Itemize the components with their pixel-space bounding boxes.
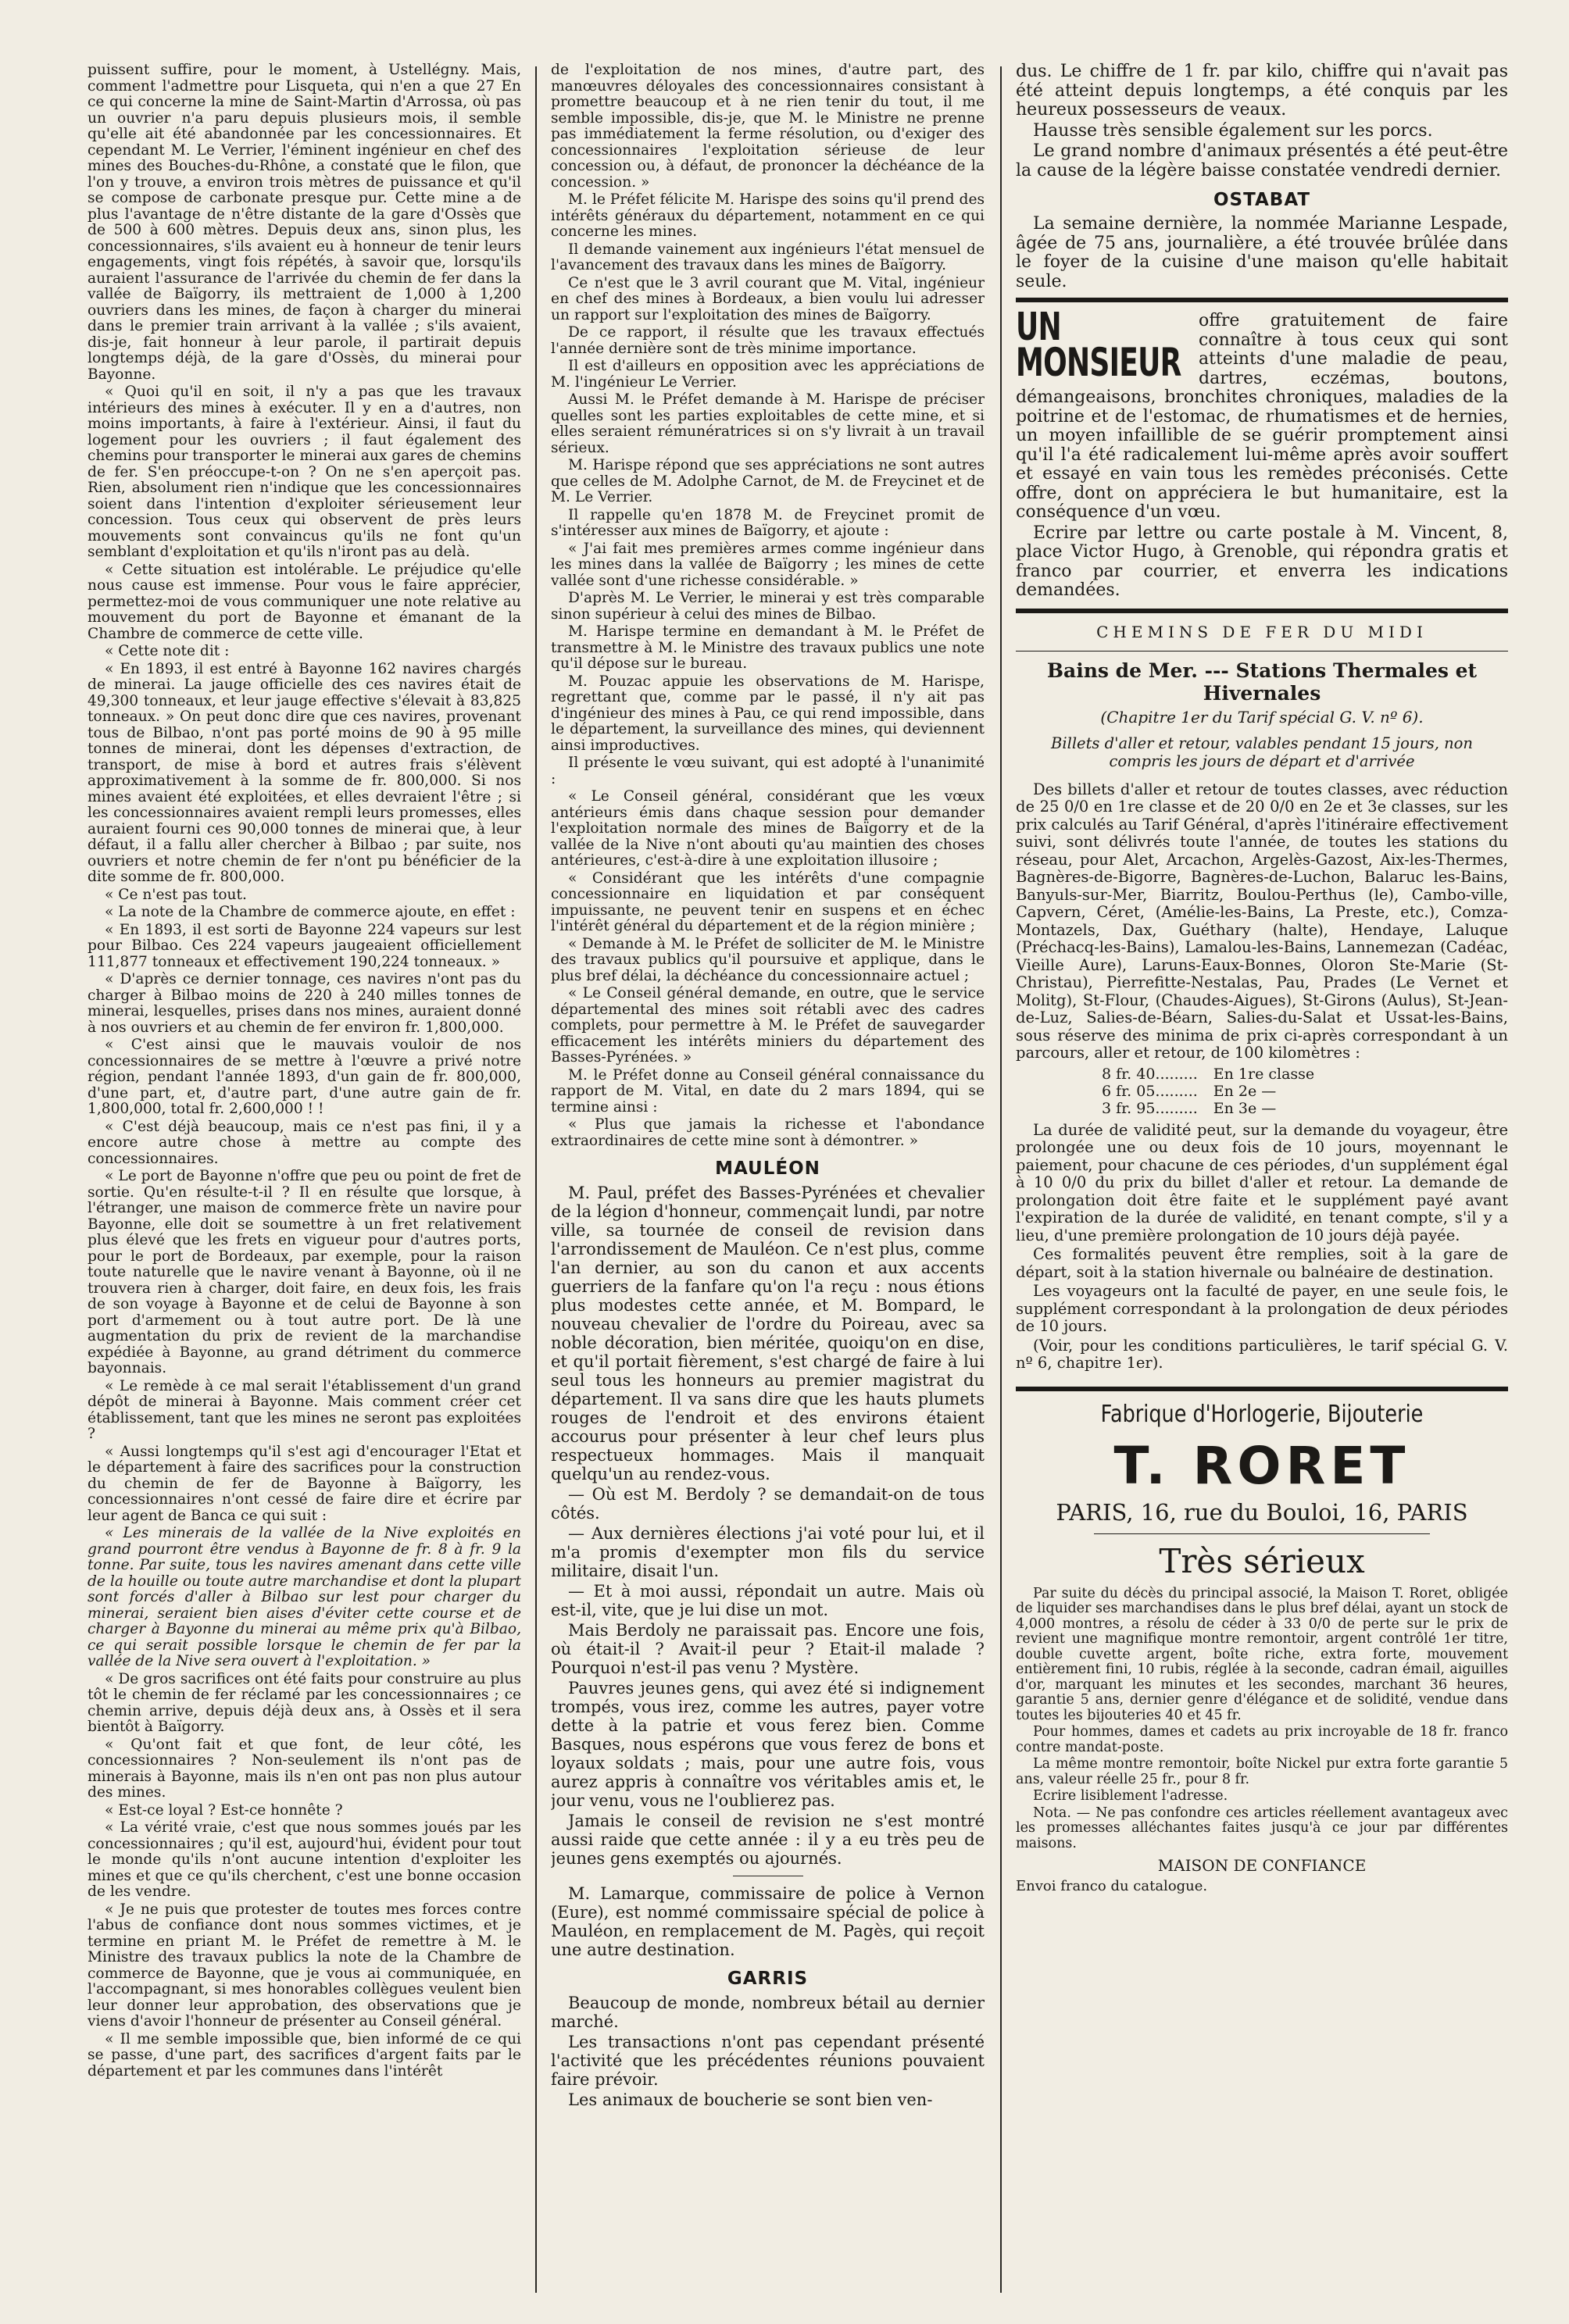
article-paragraph: « Aussi longtemps qu'il s'est agi d'encourager l'Etat et le département à faire des sacrifices pour la construction du chemin de fer de Bayonne à Baïgorry, les concessionnaires n'ont cessé de faire dire et écrire par leur agent de Banca ce qui suit : — [88, 1443, 521, 1524]
article-paragraph: M. Harispe répond que ses appréciations ne sont autres que celles de M. Adolphe Carnot, de M. de Freycinet et de M. Le Verrier. — [551, 457, 985, 505]
article-paragraph: « C'est ainsi que le mauvais vouloir de nos concessionnaires de se mettre à l'œuvre a privé notre région, pendant l'année 1893, d'un gain de fr. 800,000, d'une part, et, d'autre part, d'une autre gain de fr. 1,800,000, total fr. 2,600,000 ! ! — [88, 1037, 521, 1117]
ad-railway-subtitle: (Chapitre 1er du Tarif spécial G. V. nº 6). — [1100, 707, 1424, 726]
section-heading-garris: GARRIS — [727, 1969, 809, 1989]
article-paragraph: « Quoi qu'il en soit, il n'y a pas que les travaux intérieurs des mines à exécuter. Il y en a d'autres, non moins importants, à faire à l'extérieur. Ainsi, il faut du logement pour les ouvriers ; il faut également des chemins pour transporter le minerai aux gares de chemins de fer. S'en préoccupe-t-on ? On ne s'en aperçoit pas. Rien, absolument rien n'indique que les concessionnaires soient dans l'intention d'exploiter sérieusement leur concession. Tous ceux qui observent de près leurs mouvements sont convaincus qu'ils ne font qu'un semblant d'exploitation et qu'ils n'iront pas au delà. — [88, 384, 521, 560]
article-paragraph: Les animaux de boucherie se sont bien ven- — [568, 2090, 933, 2109]
article-paragraph: M. Pouzac appuie les observations de M. Harispe, regrettant que, comme par le passé, il n'y ait pas d'ingénieur des mines à Pau, ce qui rend impossible, dans le département, la surveillance des mines, qui deviennent ainsi improductives. — [551, 673, 985, 754]
divider — [1016, 1387, 1508, 1391]
article-paragraph: de l'exploitation de nos mines, d'autre part, des manœuvres déloyales des concessionnaires consistant à promettre beaucoup et à ne rien tenir du tout, il me semble impossible, dis-je, que M. le Ministre ne prenne pas immédiatement la ferme résolution, ou d'exiger des concessionnaires l'exploitation sérieuse de leur concession ou, à défaut, de prononcer la déchéance de la concession. » — [551, 62, 985, 191]
ad-roret-headline: Très sérieux — [1159, 1541, 1365, 1580]
ad-text: Des billets d'aller et retour de toutes classes, avec réduction de 25 0/0 en 1re classe et de 20 0/0 en 2e et 3e classes, sur les prix calculés au Tarif Général, d'après l'itinéraire effectivement suivi, sont délivrés toute l'année, de toutes les stations du réseau, pour Alet, Arcachon, Argelès-Gazost, Aix-les-Thermes, Bagnères-de-Bigorre, Bagnères-de-Luchon, Balaruc les-Bains, Banyuls-sur-Mer, Biarritz, Boulou-Perthus (le), Cambo-ville, Capvern, Céret, (Amélie-les-Bains, La Preste, etc.), Comza-Montazels, Dax, Guéthary (halte), Hendaye, Laluque (Préchacq-les-Bains), Lamalou-les-Bains, Lannemezan (Cadéac, Vieille Aure), Laruns-Eaux-Bonnes, Oloron Ste-Marie (St-Christau), Pierrefitte-Nestalas, Pau, Prades (Le Vernet et Molitg), St-Flour, (Chaudes-Aigues), St-Girons (Aulus), St-Jean-de-Luz, Salies-de-Béarn, Salies-du-Salat et Ussat-les-Bains, sous réserve des minima de prix ci-après correspondant à un parcours, aller et retour, de 100 kilomètres : — [1016, 780, 1508, 1062]
article-paragraph: dus. Le chiffre de 1 fr. par kilo, chiffre qui n'avait pas été atteint depuis longtemps, a été conquis par les heureux possesseurs de veaux. — [1016, 62, 1508, 120]
divider — [1016, 609, 1508, 613]
article-paragraph: « Plus que jamais la richesse et l'abondance extraordinaires de cette mine sont à démontrer. » — [551, 1116, 985, 1149]
ad-text: Les voyageurs ont la faculté de payer, en une seule fois, le supplément correspondant à la prolongation de deux périodes de 10 jours. — [1016, 1282, 1508, 1335]
article-paragraph: M. Lamarque, commissaire de police à Vernon (Eure), est nommé commissaire spécial de police à Mauléon, en remplacement de M. Pagès, qui reçoit une autre destination. — [551, 1884, 985, 1959]
ad-railway — [1016, 623, 1508, 1373]
article-paragraph: « Qu'ont fait et que font, de leur côté, les concessionnaires ? Non-seulement ils n'ont pas de minerais à Bayonne, mais ils n'en ont pas non plus autour des mines. — [88, 1736, 521, 1801]
price-row — [1102, 1083, 1330, 1100]
ad-text: Ecrire par lettre ou carte postale à M. Vincent, 8, place Victor Hugo, à Grenoble, qui répondra gratis et franco par courrier, et enverra les indications demandées. — [1016, 523, 1508, 600]
column-3 — [1016, 62, 1508, 2297]
ad-text: La durée de validité peut, sur la demande du voyageur, être prolongée une ou deux fois de 10 jours, moyennant le paiement, pour chacune de ces périodes, d'un supplément égal à 10 0/0 du prix du billet d'aller et retour. La demande de prolongation doit être faite et le supplément payé avant l'expiration de la durée de validité, en tenant compte, s'il y a lieu, d'une première prolongation de 10 jours déjà payée. — [1016, 1120, 1508, 1244]
article-paragraph: La semaine dernière, la nommée Marianne Lespade, âgée de 75 ans, journalière, a été trouvée brûlée dans le foyer de la cuisine d'une maison qu'elle habitait seule. — [1016, 214, 1508, 291]
ad-railway-title: Bains de Mer. --- Stations Thermales et Hivernales — [1046, 659, 1478, 705]
article-paragraph: M. Harispe termine en demandant à M. le Préfet de transmettre à M. le Ministre des travaux publics une note qu'il dépose sur le bureau. — [551, 623, 985, 672]
article-paragraph: « En 1893, il est entré à Bayonne 162 navires chargés de minerai. La jauge officielle des ces navires était de 49,300 tonneaux, et leur jauge effective s'élevait à 83,825 tonneaux. » On peut donc dire que ces navires, provenant tous de Bilbao, n'ont pas porté moins de 90 à 95 mille tonnes de minerai, dont les dépenses d'extraction, de transport, de mise à bord et autres frais s'élèvent approximativement à la somme de fr. 800,000. Si nos mines avaient été exploitées, et elles devraient l'être ; si les concessionnaires avaient rempli leurs promesses, elles auraient fourni ces 90,000 tonnes de minerai que, à leur défaut, il a fallu aller chercher à Bilbao ; par suite, nos ouvriers et notre chemin de fer n'ont pu bénéficier de la dite somme de fr. 800,000. — [88, 660, 521, 885]
article-paragraph: « C'est déjà beaucoup, mais ce n'est pas fini, il y a encore autre chose à mettre au compte des concessionnaires. — [88, 1118, 521, 1167]
column-2 — [551, 62, 985, 2297]
ad-text: offre gratuitement de faire connaître à tous ceux qui sont atteints d'une maladie de peau, dartres, eczémas, boutons, démangeaisons, bronchites chroniques, maladies de la poitrine et de l'estomac, de rhumatismes et de hernies, un moyen infaillible de se guérir promptement ainsi qu'il l'a été radicalement lui-même après avoir souffert et essayé en vain tous les remèdes préconisés. Cette offre, dont on appréciera le but humanitaire, est la conséquence d'un vœu. — [1016, 312, 1508, 522]
article-paragraph: « Le port de Bayonne n'offre que peu ou point de fret de sortie. Qu'en résulte-t-il ? Il en résulte que lorsque, à l'étranger, une maison de commerce frète un navire pour Bayonne, elle doit se soumettre à un fret relativement plus élevé que les frets en vigueur pour d'autres ports, pour le port de Bordeaux, par exemple, pour la raison toute naturelle que le navire venant à Bayonne, où il ne trouvera rien à charger, doit faire, en deux fois, les frais de son voyage à Bayonne et de celui de Bayonne à son port d'armement ou à tout autre port. De là une augmentation du prix de revient de la marchandise expédiée à Bayonne, au grand détriment du commerce bayonnais. — [88, 1168, 521, 1376]
article-paragraph: Il est d'ailleurs en opposition avec les appréciations de M. l'ingénieur Le Verrier. — [551, 358, 985, 391]
ad-roret-address: PARIS, 16, rue du Bouloi, 16, PARIS — [1056, 1498, 1468, 1526]
article-paragraph: « Le Conseil général, considérant que les vœux antérieurs émis dans chaque session pour demander l'exploitation normale des mines de Baïgorry et de la vallée de la Nive n'ont abouti qu'au maintien des choses antérieures, c'est-à-dire à une exploitation illusoire ; — [551, 788, 985, 869]
article-paragraph: « Cette situation est intolérable. Le préjudice qu'elle nous cause est immense. Pour vous le faire apprécier, permettez-moi de vous communiquer une note relative au mouvement du port de Bayonne et émanant de la Chambre de commerce de cette ville. — [88, 561, 521, 642]
article-paragraph: puissent suffire, pour le moment, à Ustellégny. Mais, comment l'admettre pour Lisqueta, qui n'en a que 27 En ce qui concerne la mine de Saint-Martin d'Arrossa, où pas un ouvrier n'a paru depuis plusieurs mois, il semble qu'elle ait été abandonnée par les concessionnaires. Et cependant M. Le Verrier, l'éminent ingénieur en chef des mines des Bouches-du-Rhône, a constaté que le filon, que l'on y trouve, a environ trois mètres de puissance et qu'il se compose de carbonate presque pur. Cette mine a de plus l'avantage de n'être distante de la gare d'Ossès que de 500 à 600 mètres. Depuis deux ans, sinon plus, les concessionnaires, s'ils avaient eu à honneur de tenir leurs engagements, vingt fois répétés, à savoir que, lorsqu'ils auraient l'assurance de l'arrivée du chemin de fer dans la vallée de Baïgorry, ils mettraient de 1,000 à 1,200 ouvriers dans les mines, de façon à charger du minerai dans le premier train arrivant à la vallée ; s'ils avaient, dis-je, fait honneur à leur parole, il partirait depuis longtemps déjà, de la gare d'Ossès, du minerai pour Bayonne. — [88, 62, 521, 383]
price-table — [1102, 1066, 1330, 1117]
ad-roret-confiance: MAISON DE CONFIANCE — [1157, 1856, 1367, 1875]
article-paragraph: Aussi M. le Préfet demande à M. Harispe de préciser quelles sont les parties exploitables de cette mine, et si elles seraient rémunératrices si on s'y livrait à un travail sérieux. — [551, 391, 985, 456]
ad-roret-name: T. RORET — [1113, 1435, 1410, 1496]
article-paragraph: « Le Conseil général demande, en outre, que le service départemental des mines soit rétabli avec des cadres complets, pour permettre à M. le Préfet de sauvegarder efficacement les intérêts miniers du département des Basses-Pyrénées. » — [551, 985, 985, 1066]
price-value: 6 fr. 05......... — [1102, 1082, 1198, 1100]
article-paragraph: Beaucoup de monde, nombreux bétail au dernier marché. — [551, 1994, 985, 2031]
ad-roret-fabrique: Fabrique d'Horlogerie, Bijouterie — [1100, 1400, 1424, 1428]
article-paragraph: Pauvres jeunes gens, qui avez été si indignement trompés, vous irez, comme les autres, payer votre dette à la patrie et vous ferez bien. Comme Basques, nous espérons que vous ferez de bons et loyaux soldats ; mais, pour une autre fois, vous aurez appris à connaître vos véritables amis et, le jour venu, vous ne l'oublierez pas. — [551, 1679, 985, 1810]
article-paragraph: Il rappelle qu'en 1878 M. de Freycinet promit de s'intéresser aux mines de Baïgorry, et ajoute : — [551, 506, 985, 539]
article-paragraph: Jamais le conseil de revision ne s'est montré aussi raide que cette année : il y a eu très peu de jeunes gens exemptés ou ajournés. — [551, 1812, 985, 1868]
article-paragraph: « J'ai fait mes premières armes comme ingénieur dans les mines dans la vallée de Baïgorry ; les mines de cette vallée sont d'une richesse considérable. » — [551, 540, 985, 589]
ad-monsieur — [1016, 312, 1508, 602]
article-paragraph: Il demande vainement aux ingénieurs l'état mensuel de l'avancement des travaux dans les mines de Baïgorry. — [551, 241, 985, 273]
article-paragraph: D'après M. Le Verrier, le minerai y est très comparable sinon supérieur à celui des mines de Bilbao. — [551, 590, 985, 623]
article-paragraph: « Le remède à ce mal serait l'établissement d'un grand dépôt de minerai à Bayonne. Mais comment créer cet établissement, tant que les mines ne seront pas exploitées ? — [88, 1377, 521, 1442]
article-paragraph: « D'après ce dernier tonnage, ces navires n'ont pas du charger à Bilbao moins de 220 à 240 milles tonnes de minerai, lesquelles, prises dans nos mines, auraient donné à nos ouvriers et au chemin de fer environ fr. 1,800,000. — [88, 971, 521, 1036]
divider — [1094, 1533, 1430, 1534]
article-paragraph: « Il me semble impossible que, bien informé de ce qui se passe, d'une part, des sacrifices d'argent faits par le département et par les communes dans l'intérêt — [88, 2030, 521, 2079]
article-paragraph: « Demande à M. le Préfet de solliciter de M. le Ministre des travaux publics qu'il poursuive et applique, dans le plus bref délai, la déchéance du concessionnaire actuel ; — [551, 935, 985, 984]
ad-roret-catalogue: Envoi franco du catalogue. — [1016, 1877, 1208, 1894]
price-row — [1102, 1066, 1330, 1083]
column-1 — [88, 62, 521, 2297]
article-paragraph: « Est-ce loyal ? Est-ce honnête ? — [105, 1801, 343, 1819]
price-class: En 1re classe — [1213, 1065, 1315, 1083]
divider — [1016, 298, 1508, 302]
article-paragraph: M. le Préfet donne au Conseil général connaissance du rapport de M. Vital, en date du 2 mars 1894, qui se termine ainsi : — [551, 1066, 985, 1116]
price-class: En 3e — — [1213, 1099, 1277, 1117]
ad-text: Par suite du décès du principal associé, la Maison T. Roret, obligée de liquider ses marchandises dans le plus bref délai, ayant un stock de 4,000 montres, a résolu de céder à 33 0/0 de perte sur le prix de revient une magnifique montre remontoir, argent contrôlé 1er titre, double cuvette argent, boîte riche, extra forte, mouvement entièrement fini, 10 rubis, réglée à la seconde, cadran émail, aiguilles d'or, marquant les minutes et les secondes, marchant 36 heures, garantie 5 ans, dernier genre d'élégance et de solidité, vendue dans toutes les bijouteries 40 et 45 fr. — [1016, 1585, 1508, 1723]
ad-roret — [1016, 1401, 1508, 1895]
article-paragraph: — Et à moi aussi, répondait un autre. Mais où est-il, vite, que je lui dise un mot. — [551, 1582, 985, 1619]
column-rule — [535, 66, 537, 2293]
section-heading-mauleon: MAULÉON — [715, 1158, 820, 1179]
article-paragraph: Le grand nombre d'animaux présentés a été peut-être la cause de la légère baisse constatée vendredi dernier. — [1016, 141, 1508, 180]
section-heading-ostabat: OSTABAT — [1213, 190, 1311, 210]
article-paragraph: M. Paul, préfet des Basses-Pyrénées et chevalier de la légion d'honneur, commençait lundi, par notre ville, sa tournée de conseil de revision dans l'arrondissement de Mauléon. Ce n'est plus, comme l'an dernier, au son du canon et aux accents guerriers de la fanfare qu'on l'a reçu : nous étions plus modestes cette année, et M. Bompard, le nouveau chevalier de l'ordre du Poireau, avec sa noble décoration, bien méritée, quoiqu'on en dise, et qu'il portait fièrement, s'est chargé de faire à lui seul tous les honneurs au premier magistrat du département. Il va sans dire que les hauts plumets rouges de l'endroit et des environs étaient accourus pour présenter à leur chef leurs plus respectueux hommages. Mais il manquait quelqu'un au rendez-vous. — [551, 1183, 985, 1483]
article-paragraph: Ce n'est que le 3 avril courant que M. Vital, ingénieur en chef des mines à Bordeaux, a bien voulu lui adresser un rapport sur l'exploitation des mines de Baïgorry. — [551, 274, 985, 323]
article-paragraph: — Aux dernières élections j'ai voté pour lui, et il m'a promis d'exempter mon fils du service militaire, disait l'un. — [551, 1524, 985, 1580]
article-paragraph: « La note de la Chambre de commerce ajoute, en effet : — [105, 904, 516, 920]
price-class: En 2e — — [1213, 1082, 1277, 1100]
ad-railway-head: CHEMINS DE FER DU MIDI — [1096, 622, 1428, 641]
ad-text: Ecrire lisiblement l'adresse. — [1033, 1788, 1228, 1804]
article-paragraph: Hausse très sensible également sur les porcs. — [1033, 120, 1433, 141]
article-paragraph: — Où est M. Berdoly ? se demandait-on de tous côtés. — [551, 1485, 985, 1523]
article-paragraph: « De gros sacrifices ont été faits pour construire au plus tôt le chemin de fer réclamé par les concessionnaires ; ce chemin arrive, depuis déjà deux ans, à Ossès et il sera bientôt à Baïgorry. — [88, 1670, 521, 1735]
ad-text: (Voir, pour les conditions particulières, le tarif spécial G. V. nº 6, chapitre 1er). — [1016, 1336, 1508, 1372]
ad-text: Ces formalités peuvent être remplies, soit à la gare de départ, soit à la station hivernale ou balnéaire de destination. — [1016, 1245, 1508, 1281]
ad-headline: UN MONSIEUR — [1016, 312, 1181, 385]
divider — [1016, 651, 1508, 652]
article-paragraph: « Ce n'est pas tout. — [105, 886, 247, 903]
article-paragraph: M. le Préfet félicite M. Harispe des soins qu'il prend des intérêts généraux du département, notamment en ce qui concerne les mines. — [551, 191, 985, 240]
article-paragraph: Il présente le vœu suivant, qui est adopté à l'unanimité : — [551, 755, 985, 787]
ad-text: La même montre remontoir, boîte Nickel pur extra forte garantie 5 ans, valeur réelle 25 fr., pour 8 fr. — [1016, 1756, 1508, 1787]
column-rule — [1000, 66, 1002, 2293]
article-paragraph: « Considérant que les intérêts d'une compagnie concessionnaire en liquidation et par conséquent impuissante, ne peuvent tenir en suspens et en échec l'intérêt général du département et de la région minière ; — [551, 869, 985, 934]
price-value: 8 fr. 40......... — [1102, 1065, 1198, 1083]
article-paragraph: « Cette note dit : — [105, 643, 230, 659]
article-paragraph: Les transactions n'ont pas cependant présenté l'activité que les précédentes réunions pouvaient faire prévoir. — [551, 2033, 985, 2089]
price-value: 3 fr. 95......... — [1102, 1099, 1198, 1117]
article-paragraph: « Je ne puis que protester de toutes mes forces contre l'abus de confiance dont nous sommes victimes, et je termine en priant M. le Préfet de remettre à M. le Ministre des travaux publics la note de la Chambre de commerce de Bayonne, que je vous ai communiquée, en l'accompagnant, si mes honorables collègues veulent bien leur donner leur approbation, des observations que je viens d'avoir l'honneur de présenter au Conseil général. — [88, 1901, 521, 2029]
quoted-paragraph: « Les minerais de la vallée de la Nive exploités en grand pourront être vendus à Bayonne de fr. 8 à fr. 9 la tonne. Par suite, tous les navires amenant dans cette ville de la houille ou toute autre marchandise et dont la plupart sont forcés d'aller à Bilbao sur lest pour charger du minerai, seraient bien aises d'éviter cette course et de charger à Bayonne du minerai au même prix qu'à Bilbao, ce qui serait possible lorsque le chemin de fer par la vallée de la Nive sera ouvert à l'exploitation. » — [88, 1525, 521, 1669]
article-paragraph: Mais Berdoly ne paraissait pas. Encore une fois, où était-il ? Avait-il peur ? Etait-il malade ? Pourquoi n'est-il pas venu ? Mystère. — [551, 1621, 985, 1677]
article-paragraph: « En 1893, il est sorti de Bayonne 224 vapeurs sur lest pour Bilbao. Ces 224 vapeurs jaugeaient officiellement 111,877 tonneaux et effectivement 190,224 tonneaux. » — [88, 921, 521, 970]
ad-railway-note: Billets d'aller et retour, valables pendant 15 jours, non compris les jours de départ et d'arrivée — [1051, 734, 1473, 770]
price-row — [1102, 1100, 1330, 1117]
ad-text: Nota. — Ne pas confondre ces articles réellement avantageux avec les promesses alléchantes faites jusqu'à ce jour par différentes maisons. — [1016, 1805, 1508, 1851]
article-paragraph: De ce rapport, il résulte que les travaux effectués l'année dernière sont de très minime importance. — [551, 324, 985, 357]
ad-text: Pour hommes, dames et cadets au prix incroyable de 18 fr. franco contre mandat-poste. — [1016, 1724, 1508, 1755]
article-paragraph: « La vérité vraie, c'est que nous sommes joués par les concessionnaires ; qu'il est, aujourd'hui, évident pour tout le monde qu'ils n'ont aucune intention d'exploiter les mines et que ce qu'ils cherchent, c'est une bonne occasion de les vendre. — [88, 1819, 521, 1900]
